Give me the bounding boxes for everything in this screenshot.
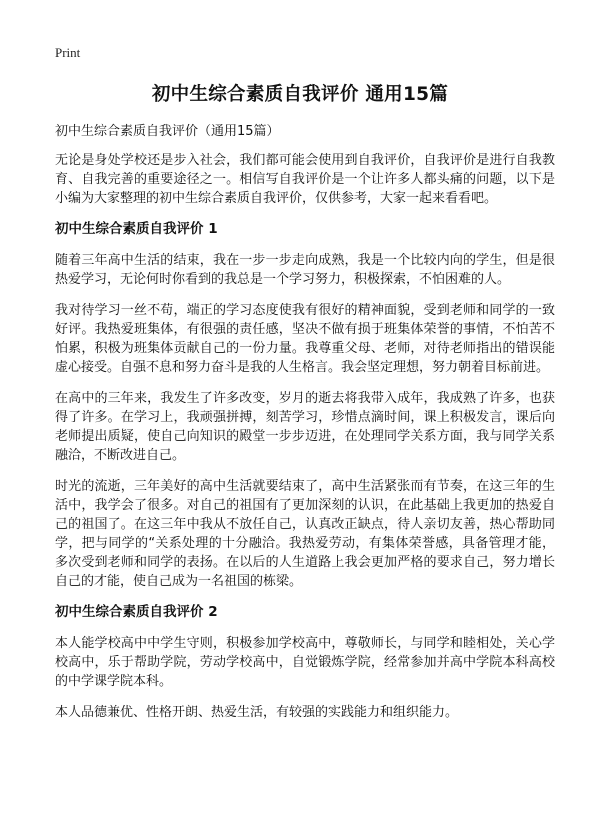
section-2-paragraph: 本人能学校高中中学生守则，积极参加学校高中，尊敬师长，与同学和睦相处，关心学校高中，乐于帮助学院，劳动学校高中，自觉锻炼学院，经常参加并高中学院本科高校的中学课学院本科。: [55, 636, 555, 689]
document-body: [55, 151, 555, 734]
section-1-paragraph: 我对待学习一丝不苟，端正的学习态度使我有很好的精神面貌，受到老师和同学的一致好评。我热爱班集体，有很强的责任感，坚决不做有损于班集体荣誉的事情，不怕苦不怕累，积极为班集体贡献自己的一份力量。我尊重父母、老师，对待老师指出的错误能虚心接受。自强不息和努力奋斗是我的人生格言。我会坚定理想，努力朝着目标前进。: [55, 303, 555, 375]
section-1-paragraph: 随着三年高中生活的结束，我在一步一步走向成熟，我是一个比较内向的学生，但是很热爱学习，无论何时你看到的我总是一个学习努力，积极探索，不怕困难的人。: [55, 253, 555, 287]
section-1-heading: 初中生综合素质自我评价 1: [55, 221, 218, 237]
section-1-paragraph: 在高中的三年来，我发生了许多改变，岁月的逝去将我带入成年，我成熟了许多，也获得了许多。在学习上，我顽强拼搏，刻苦学习，珍惜点滴时间，课上积极发言，课后向老师提出质疑，使自己向知识的殿堂一步步迈进，在处理同学关系方面，我与同学关系融洽，不断改进自己。: [55, 391, 555, 463]
section-2-heading: 初中生综合素质自我评价 2: [55, 604, 218, 620]
page-title: 初中生综合素质自我评价 通用15篇: [151, 84, 449, 105]
section-2-paragraph: 本人品德兼优、性格开朗、热爱生活，有较强的实践能力和组织能力。: [55, 705, 459, 720]
print-link[interactable]: Print: [55, 45, 81, 60]
document-subtitle: 初中生综合素质自我评价（通用15篇）: [55, 124, 280, 139]
section-1-paragraph: 时光的流逝，三年美好的高中生活就要结束了，高中生活紧张而有节奏，在这三年的生活中，我学会了很多。对自己的祖国有了更加深刻的认识，在此基础上我更加的热爱自己的祖国了。在这三年中我从不放任自己，认真改正缺点，待人亲切友善，热心帮助同学，把与同学的“关系处理的十分融洽。我热爱劳动，有集体荣誉感，具备管理才能，多次受到老师和同学的表扬。在以后的人生道路上我会更加严格的要求自己，努力增长自己的才能，使自己成为一名祖国的栋梁。: [55, 479, 555, 589]
intro-paragraph: 无论是身处学校还是步入社会，我们都可能会使用到自我评价，自我评价是进行自我教育、自我完善的重要途径之一。相信写自我评价是一个让许多人都头痛的问题，以下是小编为大家整理的初中生综合素质自我评价，仅供参考，大家一起来看看吧。: [55, 153, 555, 206]
